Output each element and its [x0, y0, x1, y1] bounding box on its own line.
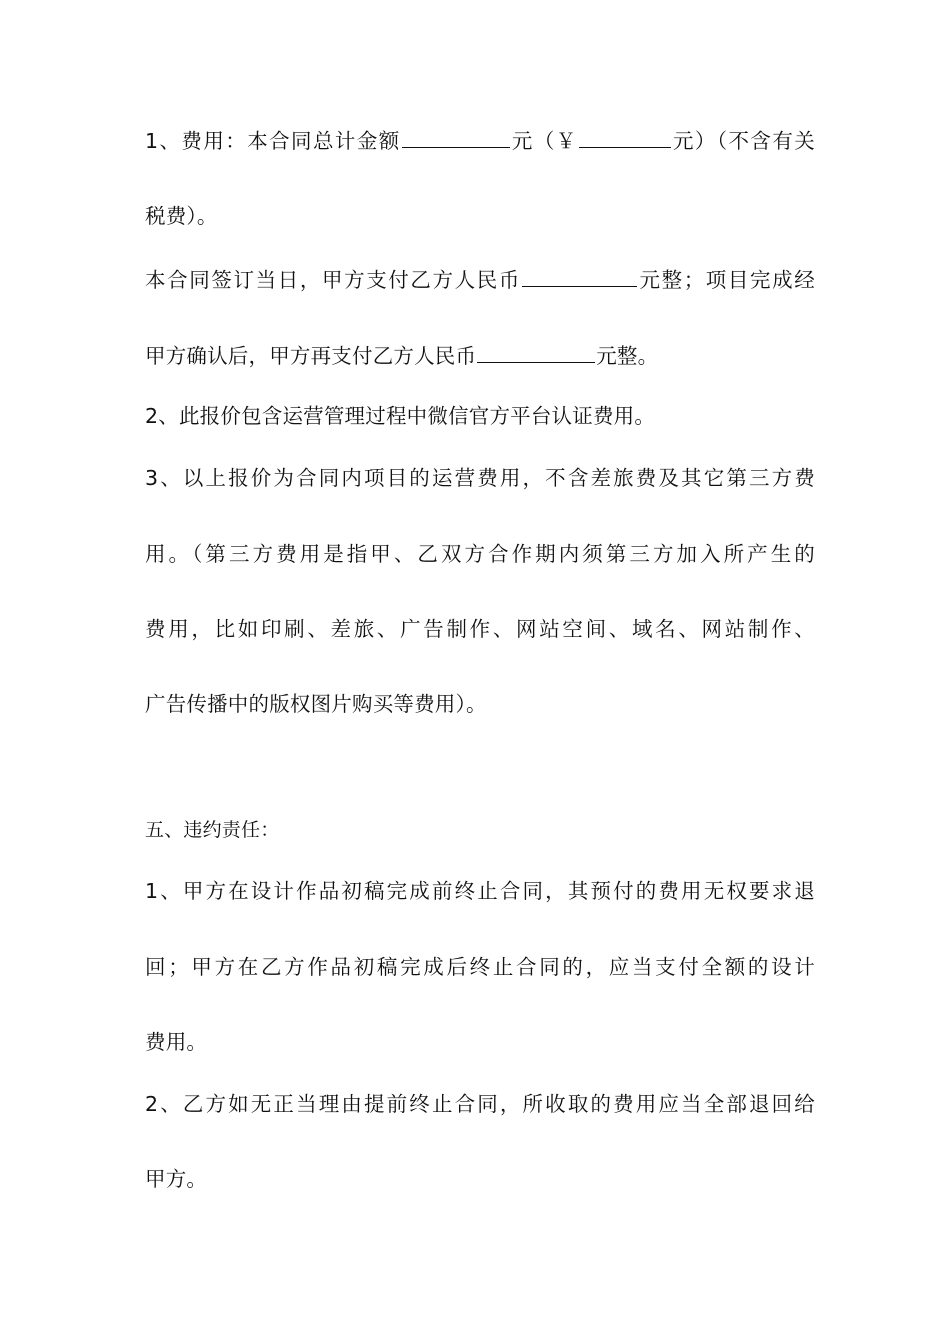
second-payment-blank [477, 340, 595, 363]
breach-heading: 五、违约责任： [145, 819, 280, 841]
first-payment-label: 本合同签订当日，甲方支付乙方人民币 [145, 268, 522, 292]
fee-total-continuation: 税费）。 [145, 204, 218, 228]
breach-item-1-line-2: 回；甲方在乙方作品初稿完成后终止合同的，应当支付全额的设计 [145, 955, 815, 979]
second-payment-line [145, 340, 815, 371]
fee-item-3-line-3: 费用，比如印刷、差旅、广告制作、网站空间、域名、网站制作、 [145, 617, 815, 641]
breach-item-1-line-1: 1、甲方在设计作品初稿完成前终止合同，其预付的费用无权要求退 [145, 879, 815, 903]
breach-item-2-line-2: 甲方。 [145, 1167, 208, 1191]
total-amount-blank [402, 125, 510, 148]
fee-total-currency: 元（￥ [510, 129, 578, 153]
total-amount-figure-blank [579, 125, 671, 148]
fee-item-3-line-1: 3、以上报价为合同内项目的运营费用，不含差旅费及其它第三方费 [145, 466, 815, 490]
second-payment-suffix: 元整。 [596, 344, 659, 368]
first-payment-line [145, 264, 815, 295]
second-payment-label: 甲方确认后，甲方再支付乙方人民币 [145, 344, 477, 368]
fee-total-suffix: 元）（不含有关 [671, 129, 815, 153]
breach-item-1-line-3: 费用。 [145, 1030, 208, 1054]
fee-item-2: 2、此报价包含运营管理过程中微信官方平台认证费用。 [145, 404, 656, 428]
fee-total-label: 1、费用：本合同总计金额 [145, 129, 401, 153]
breach-item-2-line-1: 2、乙方如无正当理由提前终止合同，所收取的费用应当全部退回给 [145, 1092, 815, 1116]
fee-item-3-line-4: 广告传播中的版权图片购买等费用）。 [145, 692, 487, 716]
fee-total-line [145, 125, 815, 156]
first-payment-blank [522, 264, 637, 287]
fee-item-3-line-2: 用。（第三方费用是指甲、乙双方合作期内须第三方加入所产生的 [145, 542, 815, 566]
first-payment-suffix: 元整；项目完成经 [638, 268, 815, 292]
